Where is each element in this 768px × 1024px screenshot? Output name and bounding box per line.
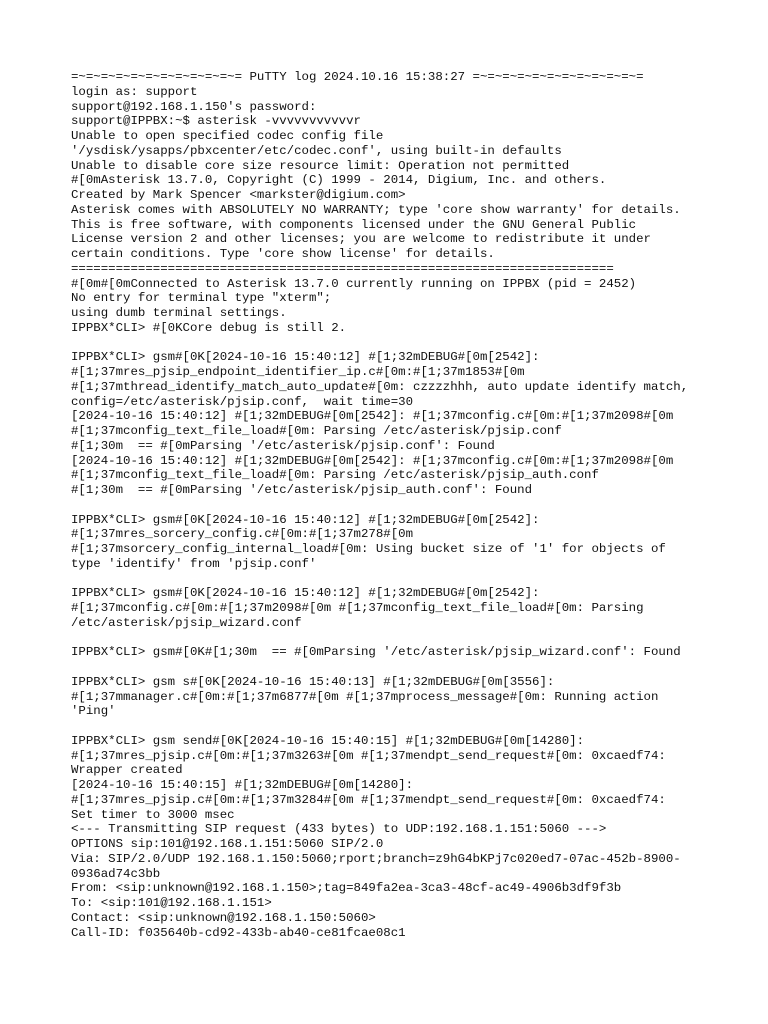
log-line: #[1;30m == #[0mParsing '/etc/asterisk/pjsip_auth.conf': Found bbox=[71, 483, 533, 497]
putty-log-text bbox=[71, 70, 751, 940]
log-line: IPPBX*CLI> gsm send#[0K[2024-10-16 15:40:15] #[1;32mDEBUG#[0m[14280]: bbox=[71, 733, 585, 748]
log-line: support@192.168.1.150's password: bbox=[71, 99, 317, 114]
log-line: type 'identify' from 'pjsip.conf' bbox=[71, 556, 317, 571]
log-line bbox=[71, 719, 751, 734]
log-line: IPPBX*CLI> gsm#[0K[2024-10-16 15:40:12] #[1;32mDEBUG#[0m[2542]: bbox=[71, 586, 540, 601]
log-line: OPTIONS sip:101@192.168.1.151:5060 SIP/2.0 bbox=[71, 837, 384, 851]
log-line bbox=[71, 498, 751, 513]
log-line: #[1;37msorcery_config_internal_load#[0m: Using bucket size of '1' for objects of bbox=[71, 542, 666, 556]
log-line: #[0m#[0mConnected to Asterisk 13.7.0 currently running on IPPBX (pid = 2452) bbox=[71, 276, 637, 291]
log-line: #[1;37mres_pjsip.c#[0m:#[1;37m3263#[0m #[1;37mendpt_send_request#[0m: 0xcaedf74: bbox=[71, 748, 666, 763]
log-line: Set timer to 3000 msec bbox=[71, 807, 235, 822]
log-line bbox=[71, 336, 751, 351]
log-line: IPPBX*CLI> gsm s#[0K[2024-10-16 15:40:13] #[1;32mDEBUG#[0m[3556]: bbox=[71, 674, 555, 689]
log-line: login as: support bbox=[71, 84, 198, 99]
log-line: #[1;37mconfig_text_file_load#[0m: Parsing /etc/asterisk/pjsip.conf bbox=[71, 424, 562, 438]
log-line: /etc/asterisk/pjsip_wizard.conf bbox=[71, 615, 302, 630]
log-line: No entry for terminal type "xterm"; bbox=[71, 291, 332, 306]
log-line: #[1;30m == #[0mParsing '/etc/asterisk/pjsip.conf': Found bbox=[71, 438, 495, 453]
log-line: [2024-10-16 15:40:15] #[1;32mDEBUG#[0m[14280]: bbox=[71, 778, 414, 792]
log-line: #[1;37mconfig.c#[0m:#[1;37m2098#[0m #[1;37mconfig_text_file_load#[0m: Parsing bbox=[71, 601, 644, 615]
log-line: =~=~=~=~=~=~=~=~=~=~=~= PuTTY log 2024.10.16 15:38:27 =~=~=~=~=~=~=~=~=~=~=~= bbox=[71, 70, 644, 84]
log-line: support@IPPBX:~$ asterisk -vvvvvvvvvvvr bbox=[71, 114, 361, 129]
log-line: Via: SIP/2.0/UDP 192.168.1.150:5060;rport;branch=z9hG4bKPj7c020ed7-07ac-452b-8900- bbox=[71, 851, 681, 866]
log-line: ========================================================================= bbox=[71, 261, 614, 276]
log-line: 'Ping' bbox=[71, 704, 116, 719]
log-line: Unable to open specified codec config file bbox=[71, 129, 384, 143]
log-line: [2024-10-16 15:40:12] #[1;32mDEBUG#[0m[2542]: #[1;37mconfig.c#[0m:#[1;37m2098#[0m bbox=[71, 453, 674, 468]
log-line: IPPBX*CLI> gsm#[0K[2024-10-16 15:40:12] #[1;32mDEBUG#[0m[2542]: bbox=[71, 512, 540, 527]
log-line bbox=[71, 660, 751, 675]
log-line bbox=[71, 572, 751, 587]
log-line: #[1;37mres_pjsip.c#[0m:#[1;37m3284#[0m #[1;37mendpt_send_request#[0m: 0xcaedf74: bbox=[71, 792, 666, 807]
log-line: Call-ID: f035640b-cd92-433b-ab40-ce81fcae08c1 bbox=[71, 925, 406, 940]
log-line: using dumb terminal settings. bbox=[71, 306, 287, 320]
log-line: IPPBX*CLI> gsm#[0K[2024-10-16 15:40:12] #[1;32mDEBUG#[0m[2542]: bbox=[71, 350, 540, 365]
log-line bbox=[71, 631, 751, 646]
log-line: config=/etc/asterisk/pjsip.conf, wait time=30 bbox=[71, 394, 414, 409]
log-line: Unable to disable core size resource limit: Operation not permitted bbox=[71, 158, 570, 173]
log-line: certain conditions. Type 'core show license' for details. bbox=[71, 247, 495, 261]
log-line: License version 2 and other licenses; you are welcome to redistribute it under bbox=[71, 232, 651, 247]
log-line: Contact: <sip:unknown@192.168.1.150:5060> bbox=[71, 910, 376, 925]
log-line: IPPBX*CLI> #[0KCore debug is still 2. bbox=[71, 320, 347, 335]
log-line: 0936ad74c3bb bbox=[71, 866, 161, 881]
log-line: Wrapper created bbox=[71, 763, 183, 778]
log-line: IPPBX*CLI> gsm#[0K#[1;30m == #[0mParsing '/etc/asterisk/pjsip_wizard.conf': Found bbox=[71, 645, 681, 660]
log-line: Created by Mark Spencer <markster@digium.com> bbox=[71, 188, 406, 202]
log-line: #[0mAsterisk 13.7.0, Copyright (C) 1999 - 2014, Digium, Inc. and others. bbox=[71, 173, 607, 188]
log-line: [2024-10-16 15:40:12] #[1;32mDEBUG#[0m[2542]: #[1;37mconfig.c#[0m:#[1;37m2098#[0m bbox=[71, 409, 674, 424]
log-line: '/ysdisk/ysapps/pbxcenter/etc/codec.conf', using built-in defaults bbox=[71, 143, 562, 158]
log-line: This is free software, with components licensed under the GNU General Public bbox=[71, 217, 637, 232]
log-line: <--- Transmitting SIP request (433 bytes) to UDP:192.168.1.151:5060 ---> bbox=[71, 822, 607, 837]
log-line: To: <sip:101@192.168.1.151> bbox=[71, 896, 272, 910]
log-line: #[1;37mconfig_text_file_load#[0m: Parsing /etc/asterisk/pjsip_auth.conf bbox=[71, 468, 599, 483]
log-line: #[1;37mres_pjsip_endpoint_identifier_ip.c#[0m:#[1;37m1853#[0m bbox=[71, 365, 525, 379]
log-line: #[1;37mmanager.c#[0m:#[1;37m6877#[0m #[1;37mprocess_message#[0m: Running action bbox=[71, 689, 659, 704]
log-line: #[1;37mres_sorcery_config.c#[0m:#[1;37m278#[0m bbox=[71, 527, 414, 542]
log-line: #[1;37mthread_identify_match_auto_update#[0m: czzzzhhh, auto update identify match, bbox=[71, 379, 689, 394]
log-line: From: <sip:unknown@192.168.1.150>;tag=849fa2ea-3ca3-48cf-ac49-4906b3df9f3b bbox=[71, 881, 622, 896]
log-line: Asterisk comes with ABSOLUTELY NO WARRANTY; type 'core show warranty' for details. bbox=[71, 202, 681, 217]
